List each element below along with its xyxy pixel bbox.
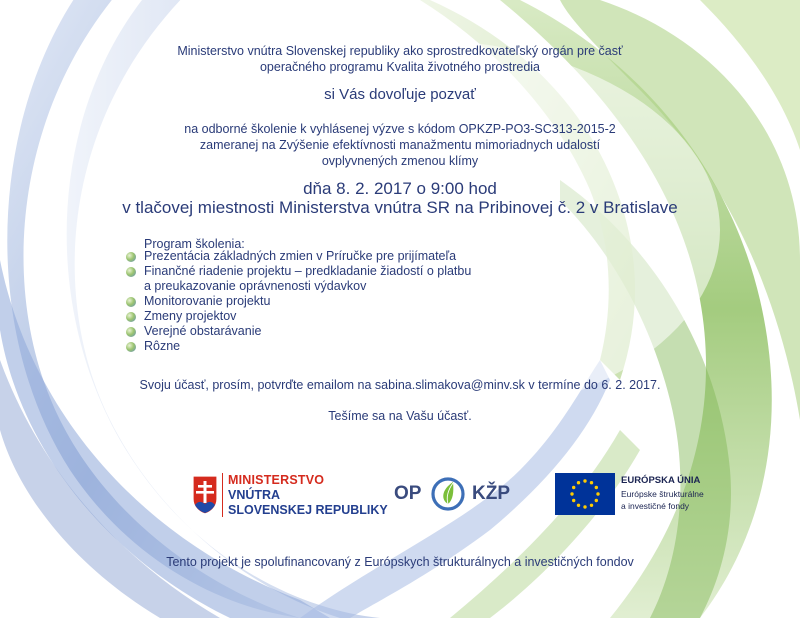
slovak-coat-of-arms-icon [192, 475, 218, 515]
topic-line-2: zameranej na Zvýšenie efektívnosti manažmentu mimoriadnych udalostí [199, 138, 601, 152]
op-kzp-logo-right: KŽP [472, 483, 510, 504]
eu-logo-line-2: a investičné fondy [621, 501, 690, 511]
bullet-icon [126, 267, 136, 277]
invite-line: si Vás dovoľuje pozvať [324, 86, 476, 103]
footer-line: Tento projekt je spolufinancovaný z Európskych štrukturálnych a investičných fondov [166, 555, 634, 569]
op-kzp-logo-left: OP [394, 483, 422, 504]
topic-line-1: na odborné školenie k vyhlásenej výzve s kódom OPKZP-PO3-SC313-2015-2 [184, 122, 616, 136]
leaf-drop-icon [429, 474, 467, 512]
eu-logo [555, 473, 705, 517]
bullet-icon [126, 312, 136, 322]
bullet-icon [126, 342, 136, 352]
ministry-logo-line-1: MINISTERSTVO [228, 473, 325, 487]
date-line: dňa 8. 2. 2017 o 9:00 hod [303, 179, 497, 198]
program-heading: Program školenia: [144, 237, 245, 251]
op-kzp-logo [394, 474, 530, 514]
ministry-logo-line-2: VNÚTRA [228, 488, 281, 502]
topic-line-3: ovplyvnených zmenou klímy [321, 154, 479, 168]
closing-line: Tešíme sa na Vašu účasť. [328, 409, 472, 423]
bullet-icon [126, 297, 136, 307]
ministry-logo [192, 473, 388, 519]
header-line-1: Ministerstvo vnútra Slovenskej republiky ako sprostredkovateľský orgán pre časť [177, 44, 623, 58]
invitation-page: Ministerstvo vnútra Slovenskej republiky ako sprostredkovateľský orgán pre časť operačného programu Kvalita životného prostredia si Vás dovoľuje pozvať na odborné školenie k vyhlásenej výzve s kódom OPKZP-PO3-SC313-2015-2 zameranej na Zvýšenie efektívnosti manažmentu mimoriadnych udalostí ovplyvnených zmenou klímy dňa 8. 2. 2017 o 9:00 hod v tlačovej miestnosti Ministerstva vnútra SR na Pribinovej č. 2 v Bratislave Program školenia: Prezentácia základných zmien v Príručke pre prijímateľa Finančné riadenie projektu – predkladanie žiadostí o platbu a preukazovanie oprávnenosti výdavkov Monitorovanie projektu Zmeny projektov Verejné obstarávanie Rôzne Svoju účasť, prosím, potvrďte emailom na sabina.slimakova@minv.sk v termíne do 6. 2. 2017. Tešíme sa na Vašu účasť. MINISTERSTVO VNÚTRA SLOVENSKEJ REPUBLIKY OP KŽP EURÓPSKA ÚNIA Európske štrukturálne a investičné fondy Tento projekt je spolufinancovaný z Európskych štrukturálnych a investičných fondov [0, 0, 800, 618]
bullet-icon [126, 252, 136, 262]
eu-flag-icon [555, 473, 615, 515]
rsvp-line: Svoju účasť, prosím, potvrďte emailom na sabina.slimakova@minv.sk v termíne do 6. 2. 2017. [139, 378, 661, 392]
eu-logo-line-1: Európske štrukturálne [621, 489, 704, 499]
ministry-logo-line-3: SLOVENSKEJ REPUBLIKY [228, 503, 388, 517]
logo-divider [222, 473, 223, 517]
place-line: v tlačovej miestnosti Ministerstva vnútra SR na Pribinovej č. 2 v Bratislave [122, 198, 678, 217]
bullet-icon [126, 327, 136, 337]
eu-logo-title: EURÓPSKA ÚNIA [621, 475, 701, 486]
header-line-2: operačného programu Kvalita životného prostredia [259, 60, 541, 74]
